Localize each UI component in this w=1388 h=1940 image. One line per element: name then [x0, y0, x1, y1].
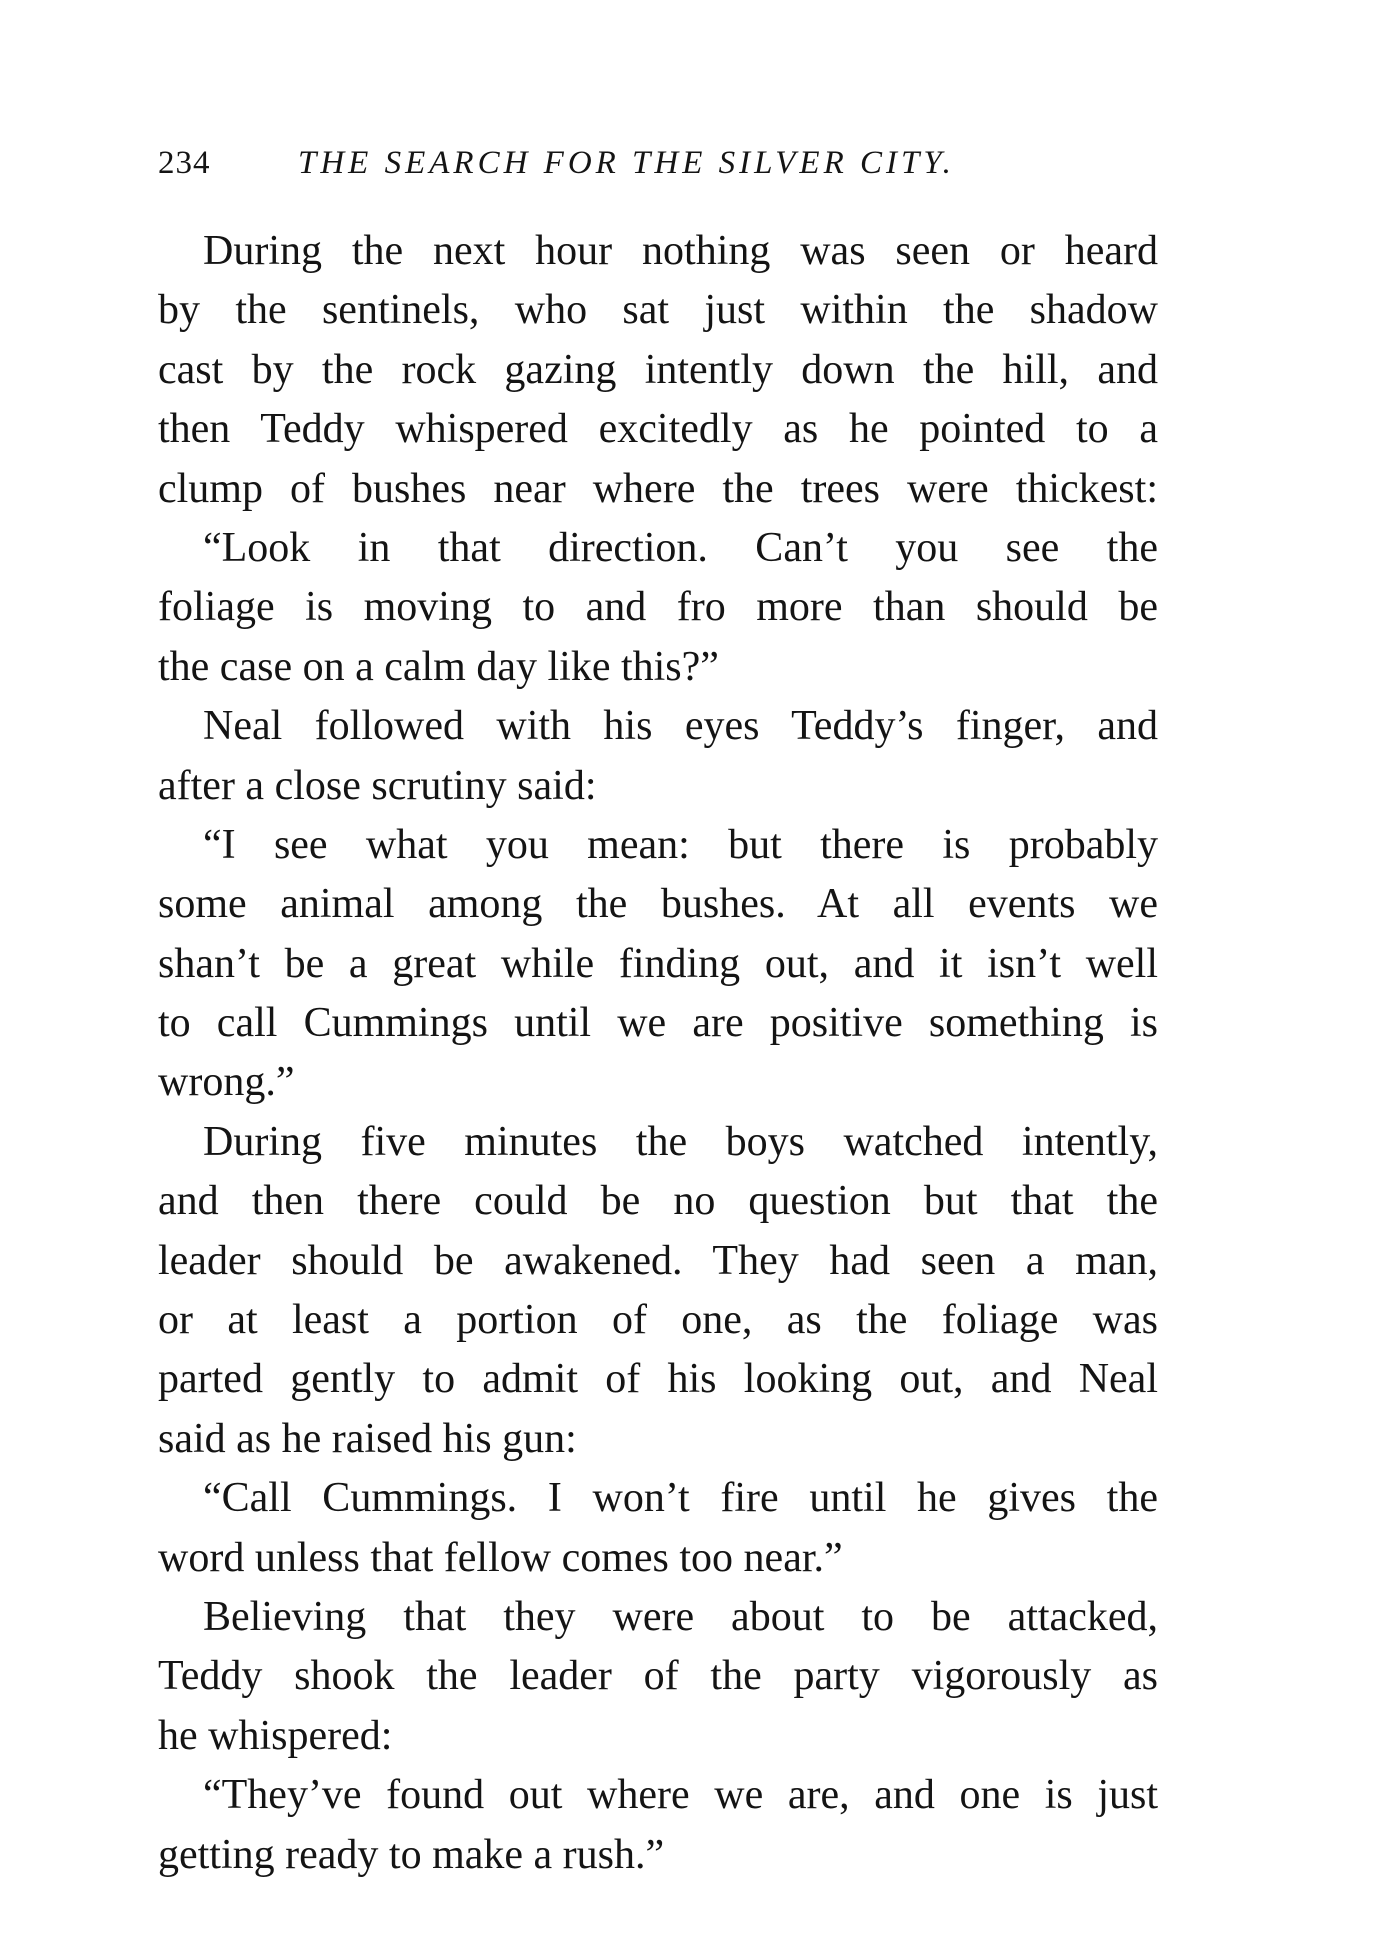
text-line: “Look in that direction. Can’t you see the	[203, 524, 1158, 571]
running-head	[158, 138, 1158, 188]
text-line: said as he raised his gun:	[158, 1415, 577, 1462]
text-line: getting ready to make a rush.”	[158, 1831, 665, 1878]
text-line: he whispered:	[158, 1712, 393, 1759]
text-line: “I see what you mean: but there is probably	[203, 821, 1158, 868]
text-line: wrong.”	[158, 1059, 295, 1106]
text-line: cast by the rock gazing intently down the hill, and	[158, 346, 1158, 393]
text-line: “They’ve found out where we are, and one is just	[203, 1772, 1158, 1819]
text-line: and then there could be no question but that the	[158, 1178, 1158, 1225]
text-line: Believing that they were about to be attacked,	[203, 1593, 1158, 1640]
text-line: During five minutes the boys watched intently,	[203, 1118, 1158, 1165]
text-line: or at least a portion of one, as the foliage was	[158, 1297, 1158, 1344]
text-line: clump of bushes near where the trees were thickest:	[158, 465, 1158, 512]
text-line: word unless that fellow comes too near.”	[158, 1534, 843, 1581]
text-line: During the next hour nothing was seen or heard	[203, 228, 1158, 274]
text-line: shan’t be a great while finding out, and it isn’t well	[158, 940, 1158, 987]
text-line: leader should be awakened. They had seen a man,	[158, 1237, 1158, 1284]
text-line: Neal followed with his eyes Teddy’s finger, and	[203, 703, 1158, 750]
running-title: THE SEARCH FOR THE SILVER CITY.	[298, 145, 955, 181]
text-line: parted gently to admit of his looking out, and Neal	[158, 1356, 1158, 1403]
page-number: 234	[158, 145, 211, 181]
text-line: the case on a calm day like this?”	[158, 643, 719, 690]
text-line: to call Cummings until we are positive something is	[158, 1000, 1158, 1047]
text-line: foliage is moving to and fro more than should be	[158, 584, 1158, 631]
body-text	[158, 222, 1158, 1885]
text-line: by the sentinels, who sat just within the shadow	[158, 287, 1158, 334]
text-line: some animal among the bushes. At all events we	[158, 881, 1158, 928]
text-line: Teddy shook the leader of the party vigorously as	[158, 1653, 1158, 1700]
text-line: then Teddy whispered excitedly as he pointed to a	[158, 406, 1158, 453]
text-line: “Call Cummings. I won’t fire until he gives the	[203, 1475, 1158, 1522]
text-line: after a close scrutiny said:	[158, 762, 597, 809]
